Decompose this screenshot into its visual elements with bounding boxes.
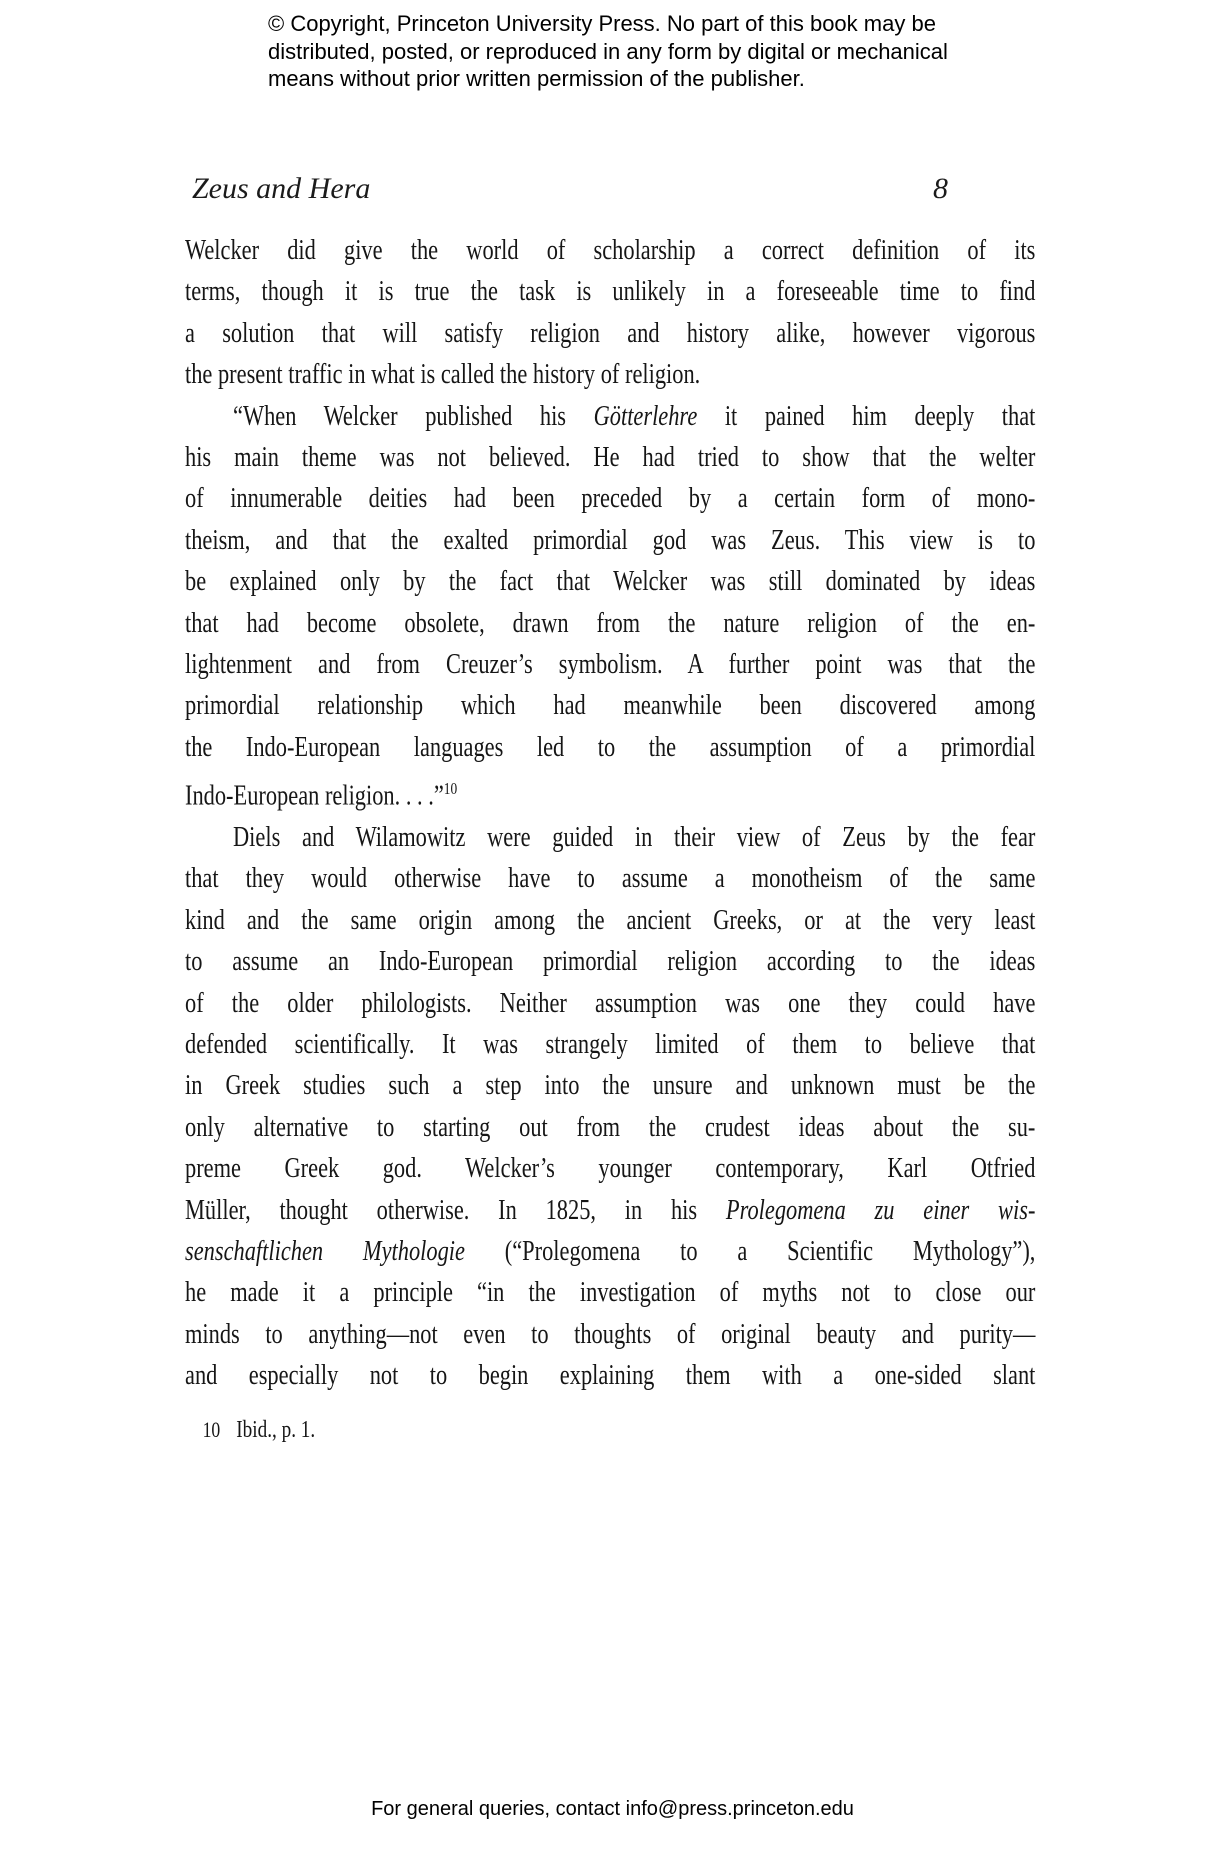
body-line <box>185 941 1035 982</box>
copyright-line: © Copyright, Princeton University Press. No part of this book may be <box>268 11 936 36</box>
copyright-line: means without prior written permission of the publisher. <box>268 66 805 91</box>
body-line <box>185 1272 1035 1313</box>
italic-text: Prolegomena zu einer wis- <box>725 1194 1036 1226</box>
body-text <box>185 230 1035 1445</box>
body-line <box>185 817 1035 858</box>
text-run: of the older philologists. Neither assumption was one they could have <box>185 987 1036 1019</box>
body-paragraphs <box>185 230 1035 1397</box>
text-run: to assume an Indo-European primordial religion according to the ideas <box>185 946 1036 978</box>
body-line <box>185 900 1035 941</box>
body-line <box>185 1231 1035 1272</box>
text-run: (“Prolegomena to a Scientific Mythology”), <box>464 1236 1036 1268</box>
text-run: that had become obsolete, drawn from the nature religion of the en- <box>185 607 1036 639</box>
running-head-title: Zeus and Hera <box>192 172 371 205</box>
body-line <box>185 354 1035 395</box>
text-run: minds to anything—not even to thoughts of original beauty and purity— <box>185 1318 1036 1350</box>
text-run: primordial relationship which had meanwhile been discovered among <box>185 690 1036 722</box>
text-run: terms, though it is true the task is unlikely in a foreseeable time to find <box>185 276 1036 308</box>
text-run: be explained only by the fact that Welcker was still dominated by ideas <box>185 566 1036 598</box>
text-run: in Greek studies such a step into the unsure and unknown must be the <box>185 1070 1036 1102</box>
text-run: it pained him deeply that <box>697 400 1036 432</box>
text-run: Müller, thought otherwise. In 1825, in his <box>185 1194 726 1226</box>
text-run: the Indo-European languages led to the assumption of a primordial <box>185 731 1036 763</box>
body-line <box>185 1314 1035 1355</box>
text-run: a solution that will satisfy religion and history alike, however vigorous <box>185 317 1036 349</box>
footnote-reference: 10 <box>443 779 458 799</box>
copyright-notice <box>268 10 948 93</box>
body-line <box>185 983 1035 1024</box>
text-run: theism, and that the exalted primordial god was Zeus. This view is to <box>185 524 1036 556</box>
body-line <box>185 858 1035 899</box>
body-line <box>185 313 1035 354</box>
body-line <box>185 727 1035 768</box>
body-line <box>185 230 1035 271</box>
text-run: his main theme was not believed. He had tried to show that the welter <box>185 442 1036 474</box>
footnote <box>185 1415 1035 1445</box>
text-run: only alternative to starting out from the crudest ideas about the su- <box>185 1111 1036 1143</box>
body-line <box>185 1190 1035 1231</box>
body-line <box>185 1065 1035 1106</box>
body-line <box>185 1148 1035 1189</box>
footnote-number: 10 <box>202 1416 221 1442</box>
body-line <box>185 271 1035 312</box>
text-run: that they would otherwise have to assume a monotheism of the same <box>185 863 1036 895</box>
text-run: and especially not to begin explaining them with a one-sided slant <box>185 1360 1036 1392</box>
text-run: of innumerable deities had been preceded by a certain form of mono- <box>185 483 1036 515</box>
text-run: Welcker did give the world of scholarship a correct definition of its <box>185 235 1036 266</box>
body-line <box>185 1107 1035 1148</box>
body-line <box>185 1024 1035 1065</box>
body-line <box>185 768 1035 817</box>
italic-text: Götterlehre <box>593 400 698 432</box>
body-line <box>185 685 1035 726</box>
body-line <box>185 561 1035 602</box>
footer-contact-text: For general queries, contact info@press.princeton.edu <box>371 1798 854 1820</box>
text-run: preme Greek god. Welcker’s younger contemporary, Karl Otfried <box>185 1153 1036 1185</box>
body-line <box>185 437 1035 478</box>
text-run: Diels and Wilamowitz were guided in their view of Zeus by the fear <box>233 822 1036 854</box>
text-run: kind and the same origin among the ancient Greeks, or at the very least <box>185 904 1036 936</box>
body-line <box>185 1355 1035 1396</box>
body-line <box>185 603 1035 644</box>
page-number: 8 <box>933 172 948 205</box>
body-line <box>185 644 1035 685</box>
body-line <box>185 478 1035 519</box>
text-run: Indo-European religion. . . .” <box>185 780 444 812</box>
text-run: the present traffic in what is called the history of religion. <box>185 359 701 391</box>
footnote-text: Ibid., p. 1. <box>236 1416 316 1443</box>
body-line <box>185 520 1035 561</box>
body-line <box>185 396 1035 437</box>
page-footer <box>0 1798 1225 1821</box>
text-run: lightenment and from Creuzer’s symbolism. A further point was that the <box>185 649 1036 681</box>
text-run: he made it a principle “in the investigation of myths not to close our <box>185 1277 1036 1309</box>
copyright-line: distributed, posted, or reproduced in any form by digital or mechanical <box>268 38 948 64</box>
italic-text: senschaftlichen Mythologie <box>185 1236 465 1268</box>
text-run: “When Welcker published his <box>233 400 594 432</box>
text-run: defended scientifically. It was strangely limited of them to believe that <box>185 1029 1036 1061</box>
